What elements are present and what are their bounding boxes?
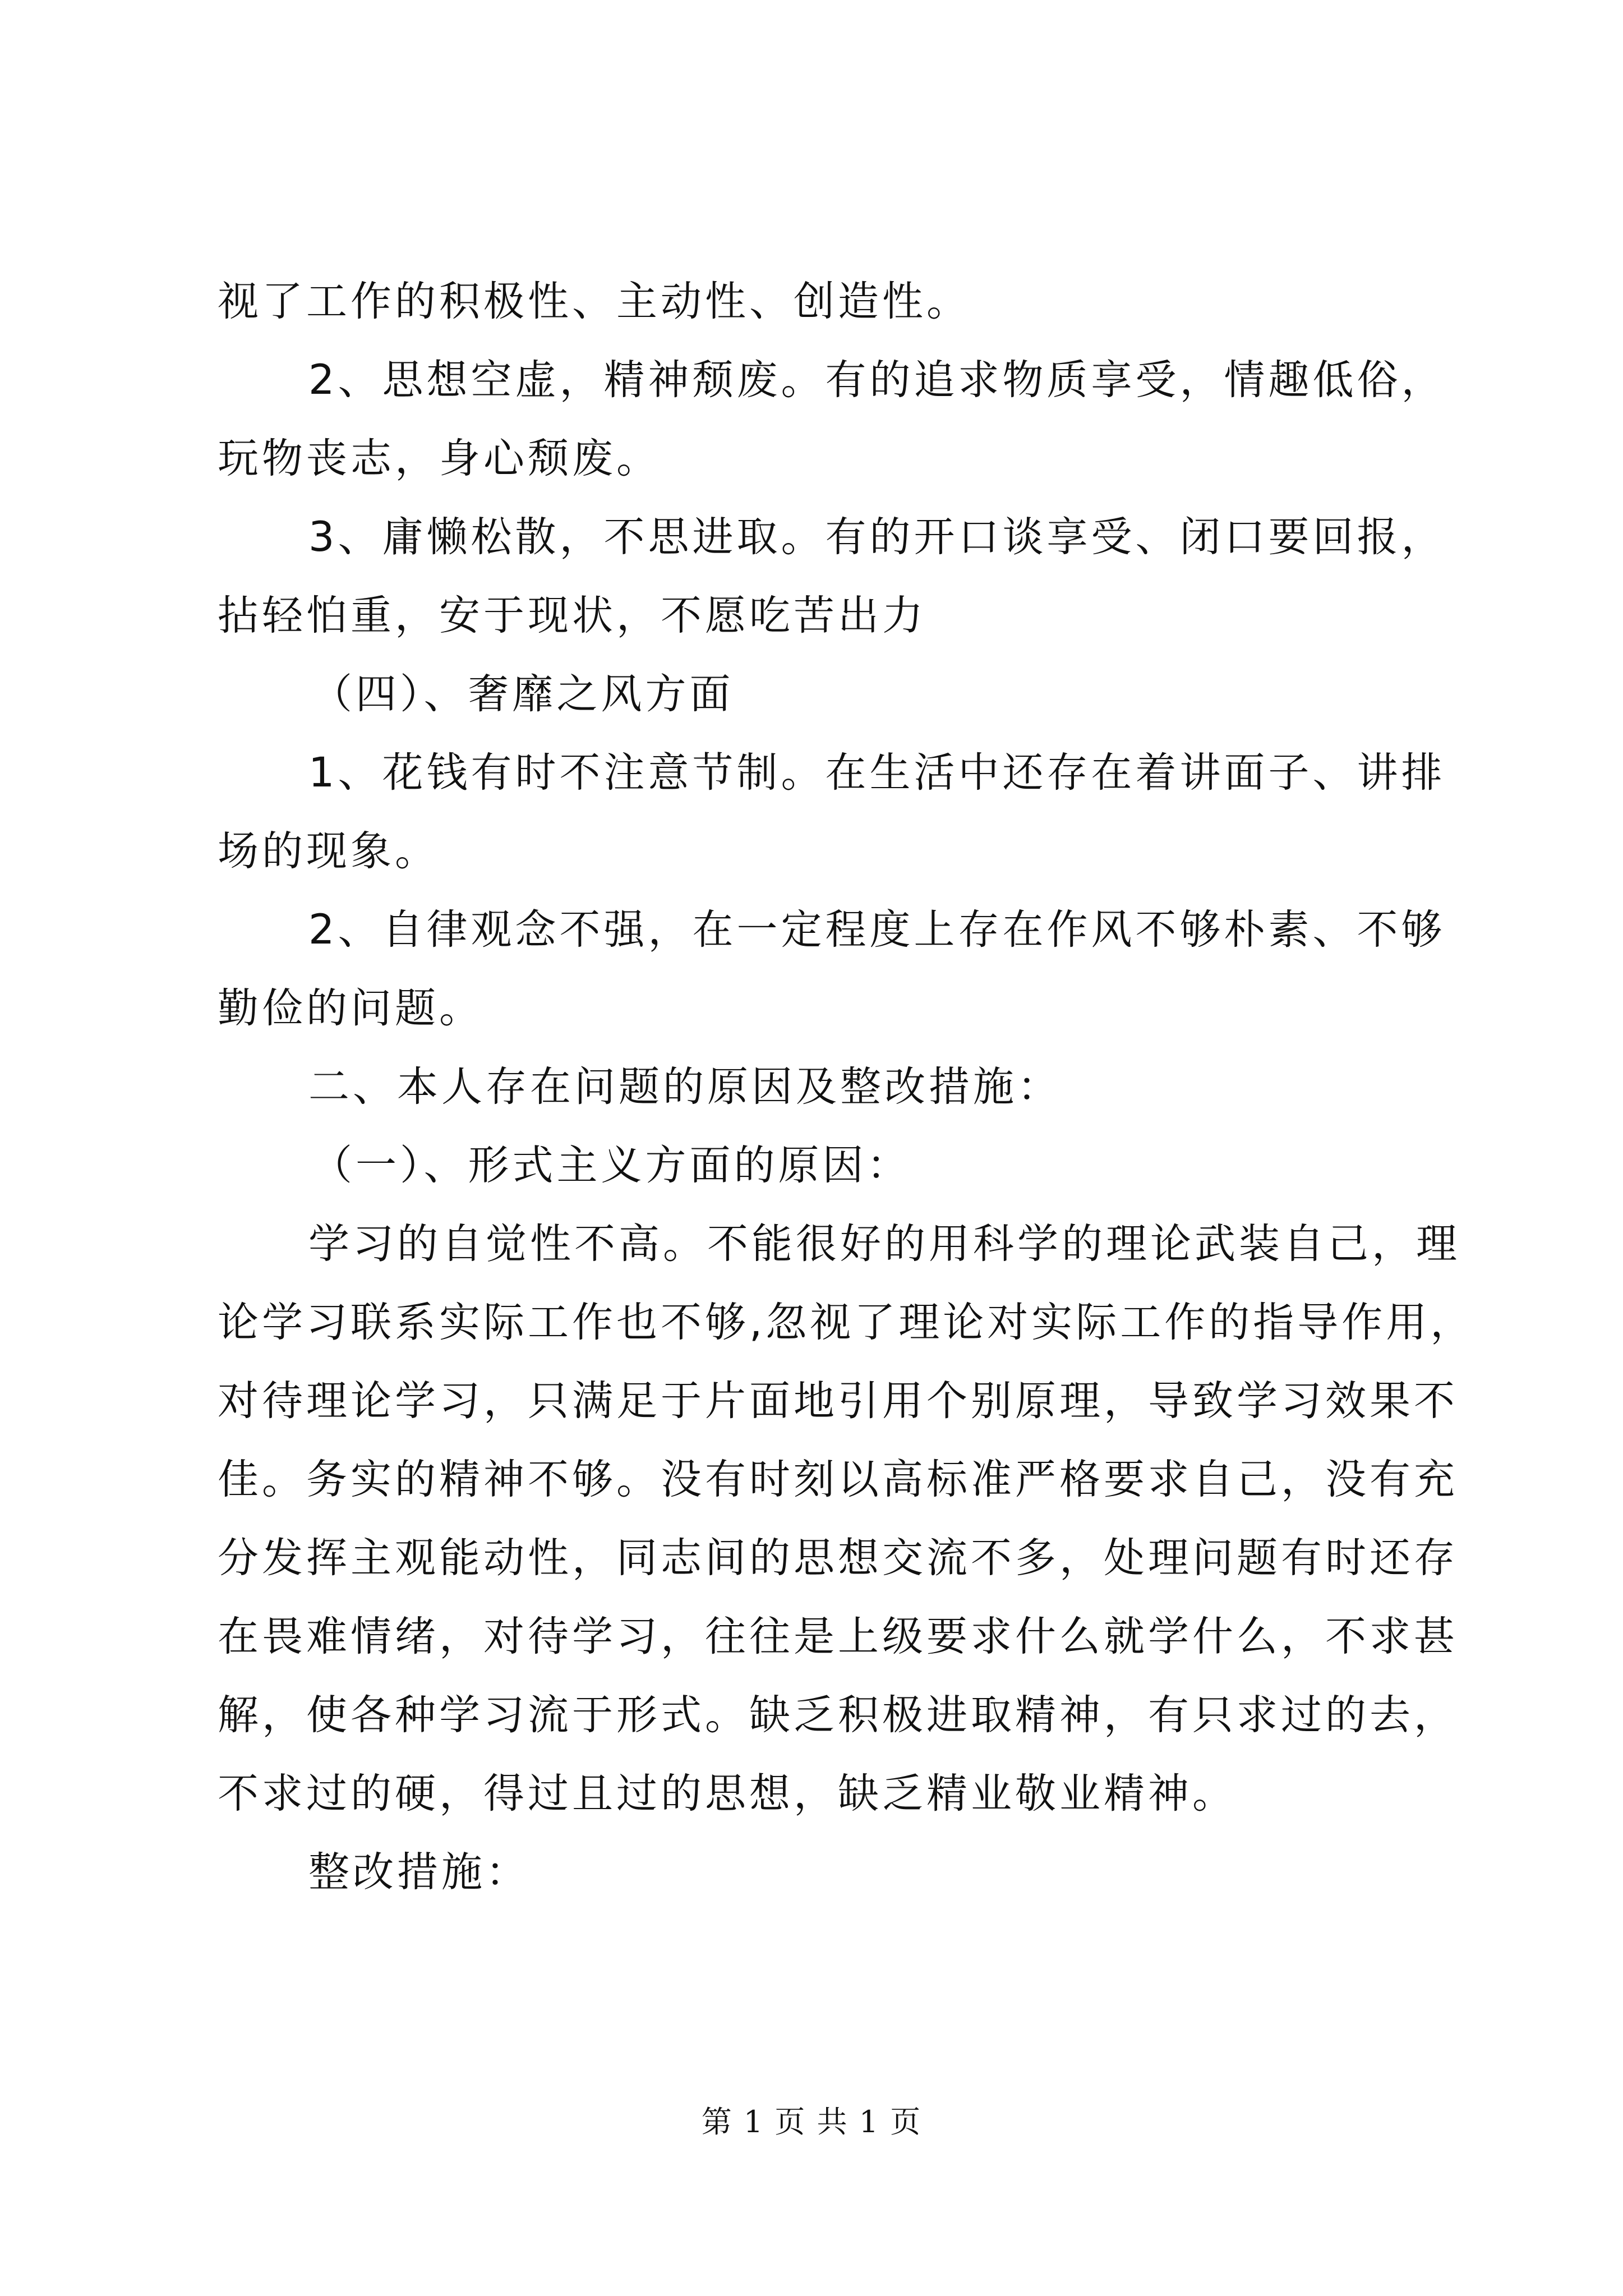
paragraph-line-15: 在畏难情绪，对待学习，往往是上级要求什么就学什么，不求甚 <box>218 1613 1458 1660</box>
paragraph-line-11: 论学习联系实际工作也不够,忽视了理论对实际工作的指导作用， <box>218 1299 1475 1346</box>
paragraph-line-7: 场的现象。 <box>218 827 439 875</box>
paragraph-line-9: 勤俭的问题。 <box>218 984 483 1032</box>
page-footer: 第 1 页 共 1 页 <box>701 2104 922 2139</box>
paragraph-line-10: 学习的自觉性不高。不能很好的用科学的理论武装自己，理 <box>308 1220 1460 1268</box>
paragraph-line-12: 对待理论学习，只满足于片面地引用个别原理，导致学习效果不 <box>218 1377 1458 1425</box>
paragraph-line-3: 玩物丧志，身心颓废。 <box>218 435 661 482</box>
section-heading-4: （四）、奢靡之风方面 <box>311 670 734 718</box>
paragraph-line-17: 不求过的硬，得过且过的思想，缺乏精业敬业精神。 <box>218 1770 1237 1818</box>
paragraph-line-5: 拈轻怕重，安于现状，不愿吃苦出力 <box>218 592 926 639</box>
paragraph-line-8: 2、自律观念不强，在一定程度上存在作风不够朴素、不够 <box>308 906 1446 954</box>
paragraph-line-2: 2、思想空虚，精神颓废。有的追求物质享受，情趣低俗， <box>308 356 1446 404</box>
paragraph-line-13: 佳。务实的精神不够。没有时刻以高标准严格要求自己，没有充 <box>218 1456 1458 1503</box>
paragraph-line-6: 1、花钱有时不注意节制。在生活中还存在着讲面子、讲排 <box>308 749 1446 797</box>
section-heading-main: 二、本人存在问题的原因及整改措施： <box>308 1063 1062 1111</box>
paragraph-line-4: 3、庸懒松散，不思进取。有的开口谈享受、闭口要回报， <box>308 513 1446 561</box>
section-heading-1: （一）、形式主义方面的原因： <box>311 1142 911 1189</box>
paragraph-line-16: 解，使各种学习流于形式。缺乏积极进取精神，有只求过的去， <box>218 1691 1458 1739</box>
paragraph-line-14: 分发挥主观能动性，同志间的思想交流不多，处理问题有时还存 <box>218 1534 1458 1582</box>
paragraph-line-1: 视了工作的积极性、主动性、创造性。 <box>218 278 971 325</box>
measures-heading: 整改措施： <box>308 1848 530 1896</box>
